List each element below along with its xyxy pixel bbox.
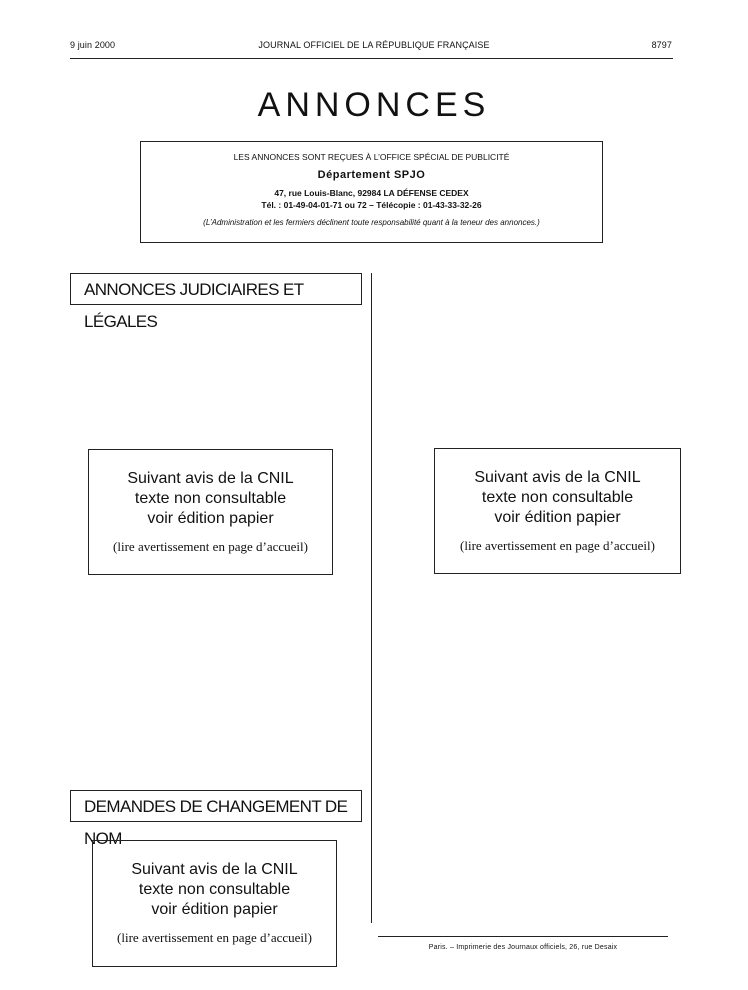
header-date: 9 juin 2000 bbox=[70, 40, 116, 50]
info-line-address: 47, rue Louis-Blanc, 92984 LA DÉFENSE CEDEX bbox=[274, 188, 469, 198]
cnil-note: (lire avertissement en page d’accueil) bbox=[460, 538, 655, 553]
cnil-line-1: Suivant avis de la CNIL bbox=[131, 861, 298, 878]
cnil-line-1: Suivant avis de la CNIL bbox=[127, 470, 294, 487]
cnil-line-3: voir édition papier bbox=[151, 901, 278, 918]
printer-imprint: Paris. – Imprimerie des Journaux officiels, 26, rue Desaix bbox=[428, 944, 618, 951]
cnil-note: (lire avertissement en page d’accueil) bbox=[117, 930, 312, 945]
section-heading-judiciaires: ANNONCES JUDICIAIRES ET LÉGALES bbox=[70, 273, 362, 305]
cnil-notice-box bbox=[88, 449, 333, 575]
info-line-department: Département SPJO bbox=[317, 169, 426, 181]
cnil-line-2: texte non consultable bbox=[481, 489, 634, 506]
cnil-line-3: voir édition papier bbox=[147, 510, 274, 527]
cnil-line-1: Suivant avis de la CNIL bbox=[474, 469, 641, 486]
cnil-note: (lire avertissement en page d’accueil) bbox=[113, 539, 308, 554]
header-page-number: 8797 bbox=[651, 40, 672, 50]
cnil-line-2: texte non consultable bbox=[138, 881, 291, 898]
cnil-line-2: texte non consultable bbox=[134, 490, 287, 507]
section-heading-changement-nom: DEMANDES DE CHANGEMENT DE NOM bbox=[70, 790, 362, 822]
cnil-notice-box bbox=[92, 840, 337, 967]
info-box bbox=[140, 141, 603, 243]
cnil-notice-box bbox=[434, 448, 681, 574]
info-line-disclaimer: (L’Administration et les fermiers déclinent toute responsabilité quant à la teneur des annonces.) bbox=[203, 218, 540, 227]
info-line-phone: Tél. : 01-49-04-01-71 ou 72 – Télécopie : 01-43-33-32-26 bbox=[261, 200, 482, 210]
info-line-office: LES ANNONCES SONT REÇUES À L’OFFICE SPÉCIAL DE PUBLICITÉ bbox=[233, 152, 510, 162]
page-title: ANNONCES bbox=[257, 86, 491, 124]
header-rule bbox=[70, 58, 673, 59]
header-journal-title: JOURNAL OFFICIEL DE LA RÉPUBLIQUE FRANÇAISE bbox=[258, 40, 490, 50]
cnil-line-3: voir édition papier bbox=[494, 509, 621, 526]
column-divider bbox=[371, 273, 372, 923]
footer-rule bbox=[378, 936, 668, 937]
